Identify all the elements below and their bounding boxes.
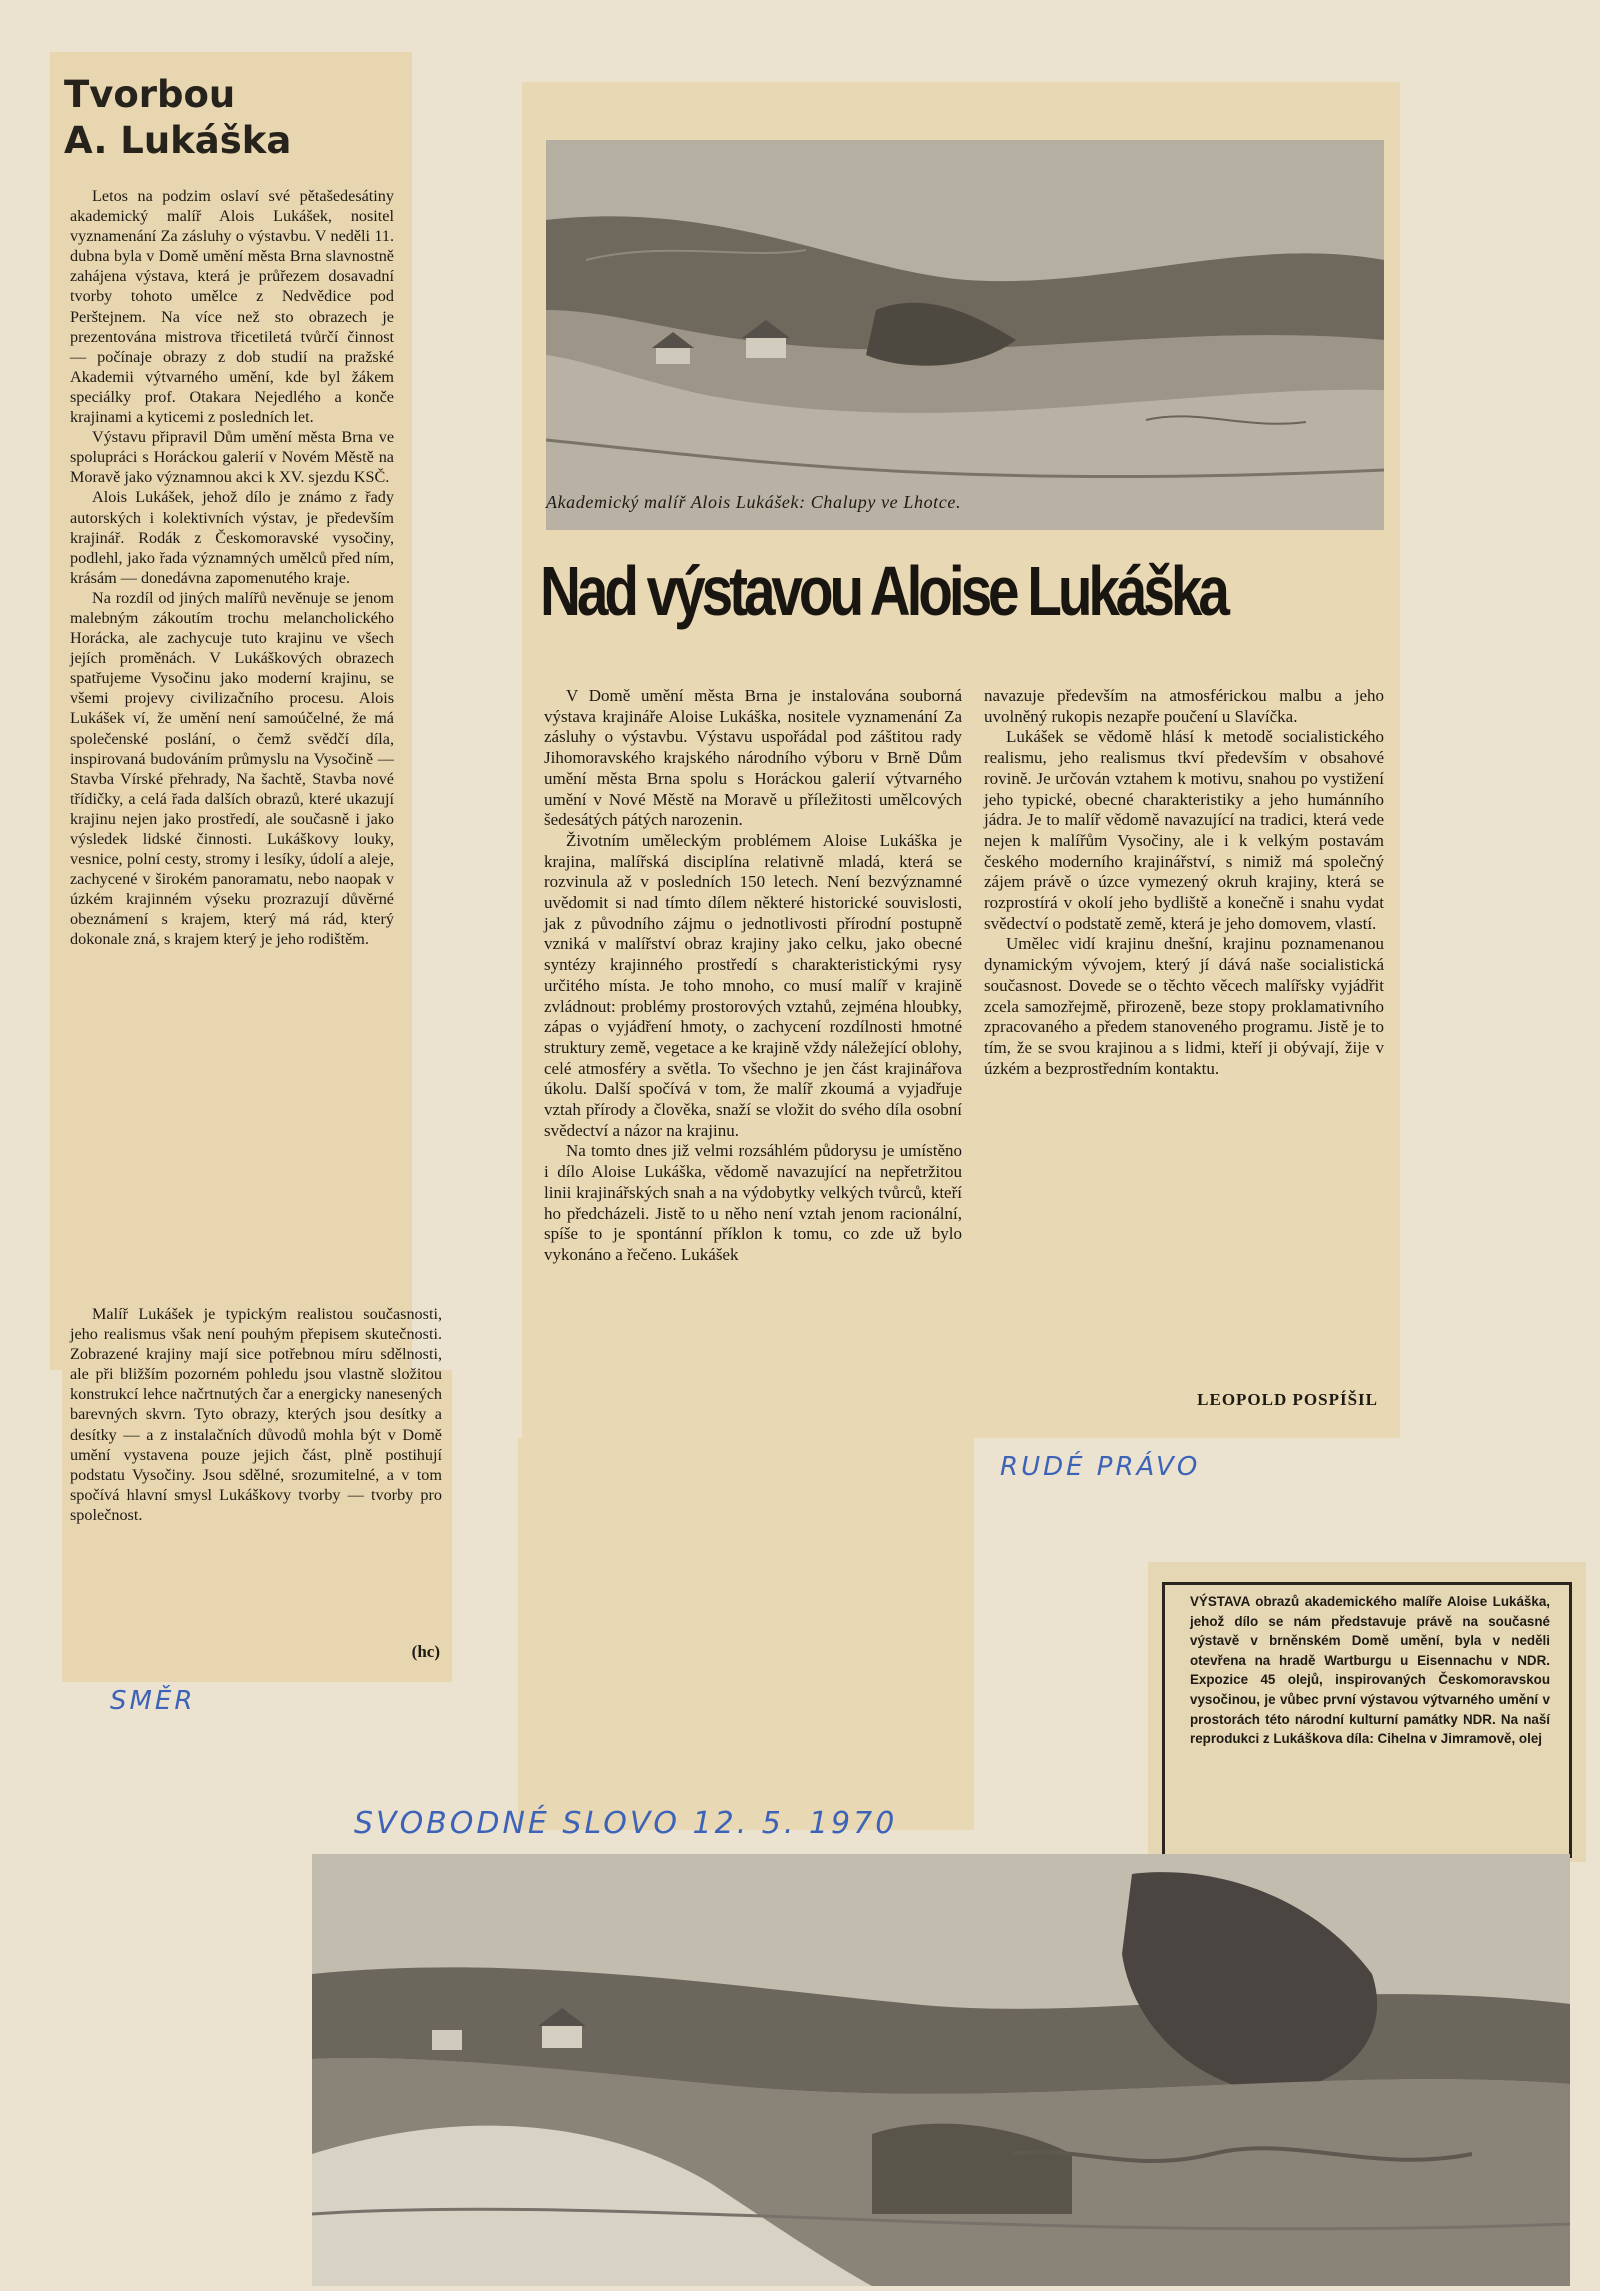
main-headline: Nad výstavou Aloise Lukáška <box>540 552 1226 630</box>
photo-caption: Akademický malíř Alois Lukášek: Chalupy ve Lhotce. <box>546 492 962 512</box>
main-column-1 <box>544 686 962 1266</box>
handwritten-smer: SMĚR <box>110 1686 196 1716</box>
notice-text: VÝSTAVA obrazů akademického malíře Aloise Lukáška, jehož dílo se nám představuje právě na současné výstavě v brněnském Domě umění, byla v neděli otevřena na hradě Wartburgu u Eisennachu v NDR. Expozice 45 olejů, inspirovaných Českomoravskou vysočinou, je vůbec první výstavou výtvarného umění v prostorách této národní kulturní památky NDR. Na naší reprodukci z Lukáškova díla: Cihelna v Jimramově, olej <box>1190 1594 1550 1747</box>
main-column-2 <box>984 686 1384 1079</box>
main-paragraph: Na tomto dnes již velmi rozsáhlém půdorysu je umístěno i dílo Aloise Lukáška, vědomě navazující na nepřetržitou linii krajinářských snah a na výdobytky velkých tvůrců, kteří ho předcházeli. Jistě to u něho není vztah jenom racionální, spíše to je spontánní příklon k tomu, co zde už bylo vykonáno a řečeno. Lukášek <box>544 1141 962 1264</box>
left-paragraph: Malíř Lukášek je typickým realistou současnosti, jeho realismus však není pouhým přepisem skutečnosti. Zobrazené krajiny mají sice potřebnou míru sdělnosti, ale při bližším pozorném pohledu jsou vlastně složitou konstrukcí lehce načrtnutých čar a energicky nanesených barevných skvrn. Tyto obrazy, kterých jsou desítky a desítky — a z instalačních důvodů mohla být v Domě umění vystavena pouze jejich část, plně postihují podstatu Vysočiny. Jsou sdělné, srozumitelné, a v tom spočívá hlavní smysl Lukáškovy tvorby — tvorby pro společnost. <box>70 1305 442 1524</box>
left-article-clipping <box>50 52 452 1682</box>
left-paragraph: Na rozdíl od jiných malířů nevěnuje se jenom malebným zákoutím trochu melancholického Horácka, ale zachycuje tuto krajinu ve všech jejích proměnách. V Lukáškových obrazech spatřujeme Vysočinu jako moderní krajinu, se všemi projevy civilizačního procesu. Alois Lukášek ví, že umění není samoúčelné, že má společenské poslání, o čemž svědčí díla, inspirovaná budováním průmyslu na Vysočině — Stavba Vírské přehrady, Na šachtě, Stavba nové třídičky, a celá řada dalších obrazů, které ukazují krajinu nejen jako prostředí, ale současně i jako výsledek lidské činnosti. Lukáškovy louky, vesnice, polní cesty, stromy i lesíky, údolí a aleje, zachycené v širokém panoramatu, nebo naopak v úzkém krajinném výseku prozrazují důvěrné obeznámení s krajem, který má rád, který dokonale zná, s krajem který je jeho rodištěm. <box>70 588 394 949</box>
left-paragraph: Výstavu připravil Dům umění města Brna ve spolupráci s Horáckou galerií v Novém Městě na Moravě jako významnou akci k XV. sjezdu KSČ. <box>70 428 394 487</box>
main-paragraph: Umělec vidí krajinu dnešní, krajinu poznamenanou dynamickým vývojem, který jí dává naše socialistická současnost. Dovede se o těchto věcech malířsky vyjádřit zcela samozřejmě, přirozeně, beze stopy proklamativního zpracovaného a předem stanoveného programu. Jistě je to tím, že se svou krajinou a s lidmi, kteří ji obývají, žije v úzkém a bezprostředním kontaktu. <box>984 934 1384 1078</box>
left-article-body-lower <box>70 1304 442 1525</box>
left-paragraph: Letos na podzim oslaví své pětašedesátiny akademický malíř Alois Lukášek, nositel vyznamenání Za zásluhy o výstavbu. V neděli 11. dubna byla v Domě umění města Brna slavnostně zahájena výstava, která je průřezem dosavadní tvorby tohoto umělce z Nedvědice pod Perštejnem. Na více než sto obrazech je prezentována mistrova třicetiletá tvůrčí činnost — počínaje obrazy z dob studií na pražské Akademii výtvarného umění, kde byl žákem speciálky prof. Otakara Nejedlého a konče krajinami a kyticemi z posledních let. <box>70 187 394 427</box>
main-paragraph: Lukášek se vědomě hlásí k metodě socialistického realismu, jeho realismus tkví především v obsahové rovině. Je určován vztahem k motivu, snahou po vystižení jeho typické, obecné charakteristiky a jeho humánního jádra. Je to malíř vědomě navazující na tradici, která vede nejen k malířům Vysočiny, ale i k velkým postavám českého moderního krajinářství, s nimiž má společný zájem právě o úzce vymezený okruh krajiny, která se rozprostírá v okolí jeho bydliště a konečně i snahu vydat svědectví o podstatě země, která je jeho domovem, vlastí. <box>984 727 1384 933</box>
paper-main-lower <box>518 1438 974 1830</box>
handwritten-svobodne-slovo: SVOBODNÉ SLOVO 12. 5. 1970 <box>354 1806 898 1841</box>
main-paragraph: V Domě umění města Brna je instalována souborná výstava krajináře Aloise Lukáška, nositele vyznamenání Za zásluhy o výstavbu. Výstavu uspořádal pod záštitou rady Jihomoravského krajského národního výboru v Brně Dům umění města Brna spolu s Horáckou galerií výtvarného umění v Nové Městě na Moravě u příležitosti umělcových šedesátých pátých narozenin. <box>544 686 962 830</box>
left-title-line1: Tvorbou <box>64 73 236 116</box>
handwritten-rude-pravo: RUDÉ PRÁVO <box>1000 1452 1201 1482</box>
left-title-line2: A. Lukáška <box>64 119 292 162</box>
left-article-body <box>70 186 394 950</box>
main-article-clipping <box>522 82 1400 1440</box>
main-paragraph: navazuje především na atmosférickou malbu a jeho uvolněný rukopis nezapře poučení u Slavíčka. <box>984 686 1384 726</box>
main-author: LEOPOLD POSPÍŠIL <box>1197 1390 1378 1409</box>
left-paragraph: Alois Lukášek, jehož dílo je známo z řady autorských i kolektivních výstav, je především krajinář. Rodák z Českomoravské vysočiny, podlehl, jako řada významných umělců před ním, krásám — donedávna zapomenutého kraje. <box>70 488 394 587</box>
left-article-title <box>64 72 291 164</box>
landscape-photo-chalupy <box>546 140 1384 530</box>
left-article-signature: (hc) <box>411 1642 440 1661</box>
main-paragraph: Životním uměleckým problémem Aloise Lukáška je krajina, malířská disciplína relativně mladá, která se rozvinula až v posledních 150 letech. Není bezvýznamné uvědomit si nad tímto dílem některé historické souvislosti, jak z původního zájmu o jednotlivosti přírodní postupně vzniká v malířství obraz krajiny jako celku, jako obecné syntézy krajinného prostředí s charakteristickými rysy určitého místa. Je toho mnoho, co musí malíř v krajině zvládnout: problémy prostorových vztahů, zejména hloubky, zápas o vyjádření hmoty, o zachycení rozdílnosti hmotné struktury země, vegetace a ke krajině vždy náležející oblohy, celé atmosféry a světla. To všechno je jen část krajinářova úkolu. Další spočívá v tom, že malíř zkoumá a vyjadřuje vztah přírody a člověka, snaží se vložit do svého díla osobní svědectví a názor na krajinu. <box>544 830 962 1140</box>
notice-clipping <box>1148 1562 1586 1862</box>
landscape-photo-cihelna <box>312 1854 1570 2286</box>
